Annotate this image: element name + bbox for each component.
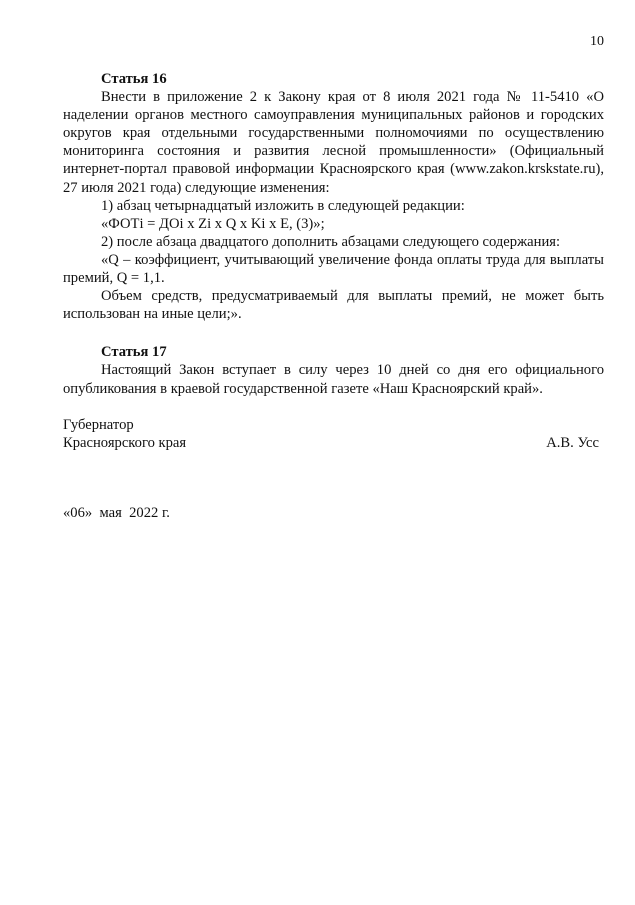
article-16-item-2: 2) после абзаца двадцатого дополнить абзацами следующего содержания:: [101, 233, 561, 250]
article-16-item-1: 1) абзац четырнадцатый изложить в следующей редакции:: [101, 197, 465, 214]
signature-block: [63, 416, 599, 452]
signatory-title-line-1: Губернатор: [63, 417, 134, 433]
signing-date: «06» мая 2022 г.: [63, 505, 170, 521]
article-17-heading: Статья 17: [101, 344, 167, 361]
signature-row: [63, 434, 599, 452]
article-16: [63, 70, 604, 323]
article-17: [63, 343, 604, 397]
signatory-name: А.В. Усс: [546, 435, 599, 452]
article-16-q-coefficient: «Q – коэффициент, учитывающий увеличение фонда оплаты труда для выплаты премий, Q = 1,1.: [63, 251, 604, 287]
page-number: 10: [590, 34, 604, 49]
signatory-title-line-2: Красноярского края: [63, 435, 187, 452]
document-body: [63, 70, 604, 398]
article-spacer: [63, 323, 604, 343]
article-16-heading: Статья 16: [101, 71, 167, 87]
article-17-text: Настоящий Закон вступает в силу через 10 дней со дня его официального опубликования в краевой государственной газете «Наш Красноярский край».: [63, 362, 604, 397]
article-16-fund-usage: Объем средств, предусматриваемый для выплаты премий, не может быть использован на иные цели;».: [63, 288, 604, 323]
article-16-intro: Внести в приложение 2 к Закону края от 8 июля 2021 года № 11-5410 «О наделении органов местного самоуправления муниципальных районов и городских округов края отдельными государственными полномочиями по осуществлению мониторинга состояния и развития лесной промышленности» (Официальный интернет-портал правовой информации Красноярского края (www.zakon.krskstate.ru), 27 июля 2021 года) следующие изменения:: [63, 89, 604, 196]
article-16-formula: «ФОТi = ДОi x Zi x Q x Ki x E, (3)»;: [101, 215, 325, 232]
